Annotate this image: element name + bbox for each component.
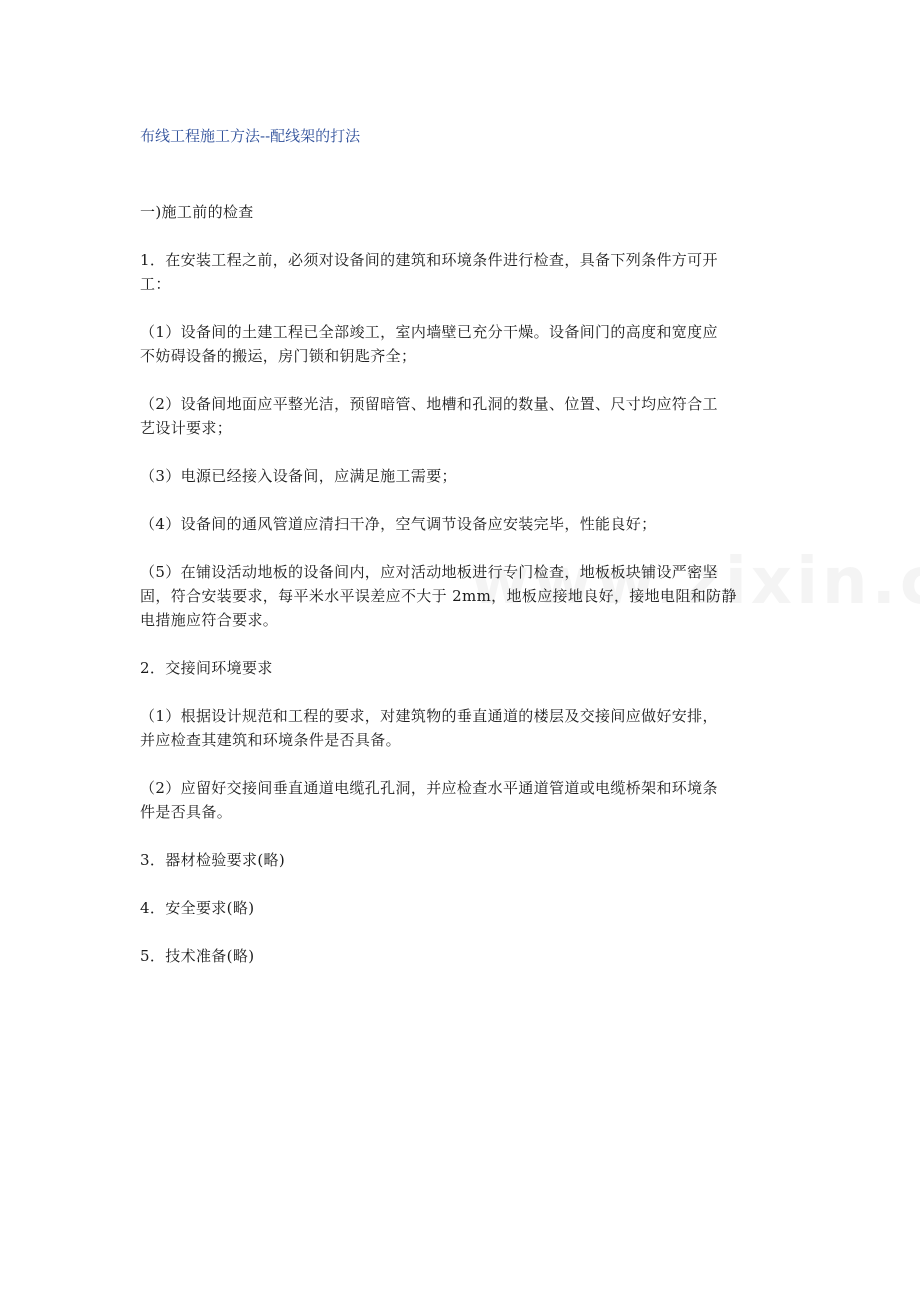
- paragraph-line: 艺设计要求；: [140, 419, 233, 437]
- paragraph-line: （1）根据设计规范和工程的要求，对建筑物的垂直通道的楼层及交接间应做好安排，: [140, 707, 718, 725]
- paragraph: [140, 392, 785, 440]
- paragraph-line: 件是否具备。: [140, 803, 233, 821]
- paragraph-line: 电措施应符合要求。: [140, 611, 279, 629]
- paragraph-line: （4）设备间的通风管道应清扫干净，空气调节设备应安装完毕，性能良好；: [140, 515, 657, 533]
- paragraph: [140, 560, 785, 632]
- paragraph: [140, 320, 785, 368]
- paragraph-line: （2）应留好交接间垂直通道电缆孔孔洞，并应检查水平通道管道或电缆桥架和环境条: [140, 779, 718, 797]
- paragraph: [140, 848, 785, 872]
- paragraph-line: 1．在安装工程之前，必须对设备间的建筑和环境条件进行检查，具备下列条件方可开: [140, 251, 718, 269]
- paragraph-line: （3）电源已经接入设备间，应满足施工需要；: [140, 467, 457, 485]
- paragraph-line: （1）设备间的土建工程已全部竣工，室内墙壁已充分干燥。设备间门的高度和宽度应: [140, 323, 718, 341]
- paragraph-line: 一)施工前的检查: [140, 203, 254, 221]
- paragraph: [140, 704, 785, 752]
- paragraph-line: （2）设备间地面应平整光洁，预留暗管、地槽和孔洞的数量、位置、尺寸均应符合工: [140, 395, 718, 413]
- paragraph: [140, 248, 785, 296]
- paragraph-line: 2．交接间环境要求: [140, 659, 273, 677]
- paragraph-line: 5．技术准备(略): [140, 947, 255, 965]
- paragraph: [140, 464, 785, 488]
- paragraph-line: （5）在铺设活动地板的设备间内，应对活动地板进行专门检查，地板板块铺设严密坚: [140, 563, 718, 581]
- paragraph: [140, 200, 785, 224]
- paragraph: [140, 776, 785, 824]
- paragraph-line: 不妨碍设备的搬运，房门锁和钥匙齐全；: [140, 347, 417, 365]
- paragraph: [140, 896, 785, 920]
- document-body: [140, 124, 785, 992]
- paragraph-line: 固，符合安装要求，每平米水平误差应不大于 2mm，地板应接地良好，接地电阻和防静: [140, 587, 737, 605]
- paragraph: [140, 512, 785, 536]
- paragraph-line: 工：: [140, 275, 171, 293]
- paragraph-line: 3．器材检验要求(略): [140, 851, 286, 869]
- paragraph-line: 4．安全要求(略): [140, 899, 255, 917]
- title-spacer: [140, 148, 785, 200]
- paragraph: [140, 656, 785, 680]
- paragraph-list: [140, 200, 785, 968]
- document-title: 布线工程施工方法--配线架的打法: [140, 127, 361, 145]
- paragraph: [140, 944, 785, 968]
- paragraph-line: 并应检查其建筑和环境条件是否具备。: [140, 731, 401, 749]
